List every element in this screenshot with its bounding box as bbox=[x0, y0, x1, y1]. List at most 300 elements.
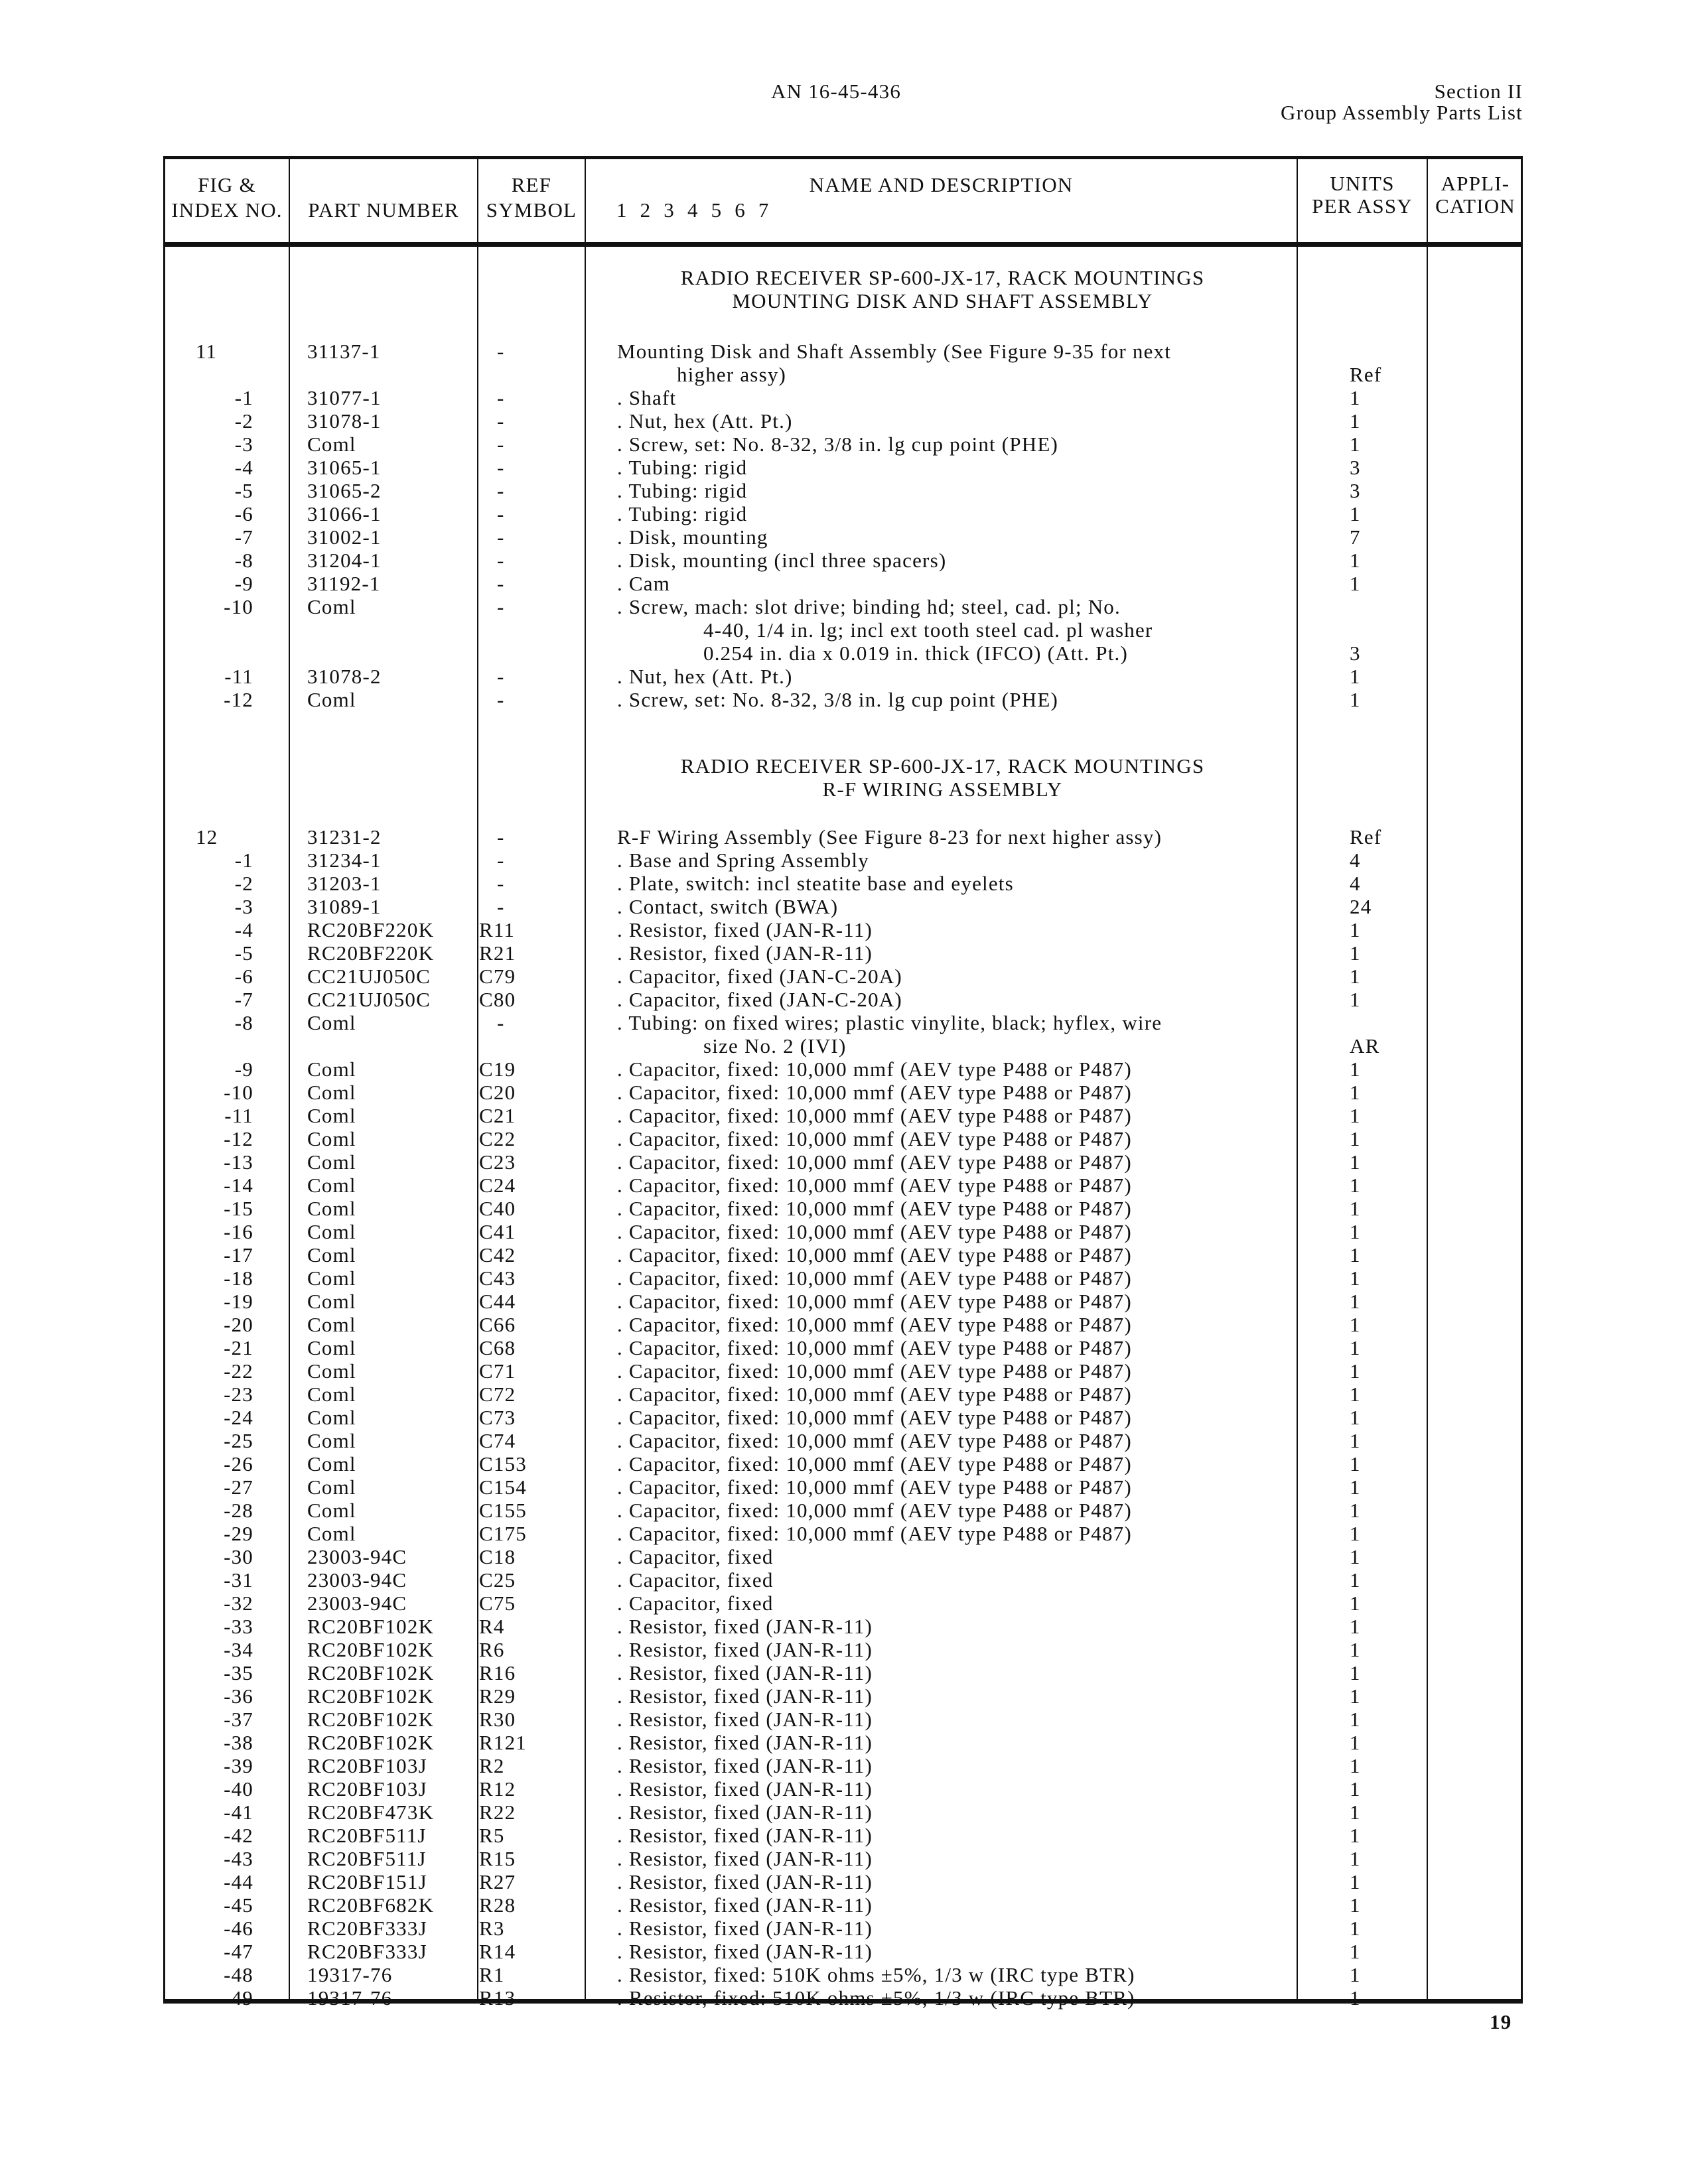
description bbox=[617, 1754, 1314, 1777]
description-line: . Capacitor, fixed: 10,000 mmf (AEV type P488 or P487) bbox=[617, 1313, 1132, 1336]
description-line: . Base and Spring Assembly bbox=[617, 849, 869, 872]
ref-symbol: - bbox=[497, 688, 505, 711]
description-line: R-F Wiring Assembly (See Figure 8-23 for next higher assy) bbox=[617, 825, 1163, 849]
description-line: . Capacitor, fixed (JAN-C-20A) bbox=[617, 965, 902, 988]
ref-symbol: C22 bbox=[479, 1127, 516, 1150]
fig-index: -1 bbox=[234, 849, 253, 872]
description-line: . Contact, switch (BWA) bbox=[617, 895, 839, 918]
description bbox=[617, 479, 1314, 502]
table-row bbox=[165, 386, 1521, 409]
table-row bbox=[165, 433, 1521, 456]
table-row bbox=[165, 1104, 1521, 1127]
description-line: . Capacitor, fixed: 10,000 mmf (AEV type P488 or P487) bbox=[617, 1290, 1132, 1313]
table-row bbox=[165, 1475, 1521, 1499]
part-number: RC20BF333J bbox=[307, 1940, 427, 1963]
part-number: Coml bbox=[307, 1081, 356, 1104]
ref-symbol: C71 bbox=[479, 1359, 516, 1383]
ref-symbol: R11 bbox=[479, 918, 516, 941]
part-number: RC20BF103J bbox=[307, 1754, 427, 1777]
fig-index: -18 bbox=[224, 1266, 253, 1290]
ref-symbol: R121 bbox=[479, 1731, 527, 1754]
table-header bbox=[165, 159, 1521, 247]
description-line: . Resistor, fixed (JAN-R-11) bbox=[617, 1661, 873, 1684]
part-number: 31065-2 bbox=[307, 479, 382, 502]
ref-symbol: - bbox=[497, 825, 505, 849]
description-line: . Screw, set: No. 8-32, 3/8 in. lg cup point (PHE) bbox=[617, 433, 1058, 456]
header-ref-line1: REF bbox=[511, 173, 552, 196]
fig-index: -38 bbox=[224, 1731, 253, 1754]
ref-symbol: - bbox=[497, 595, 505, 618]
table-row bbox=[165, 1499, 1521, 1522]
ref-symbol: R30 bbox=[479, 1708, 516, 1731]
parts-list-table bbox=[163, 156, 1523, 2010]
units-per-assy: 1 bbox=[1350, 1104, 1361, 1127]
units-per-assy: 3 bbox=[1350, 456, 1361, 479]
table-row bbox=[165, 1522, 1521, 1545]
section-title: Group Assembly Parts List bbox=[1281, 101, 1523, 124]
header-appli-line2: CATION bbox=[1435, 194, 1516, 218]
part-number: RC20BF103J bbox=[307, 1777, 427, 1801]
fig-index: -26 bbox=[224, 1452, 253, 1475]
description bbox=[617, 595, 1314, 665]
part-number: RC20BF102K bbox=[307, 1731, 435, 1754]
units-per-assy: 1 bbox=[1350, 1383, 1361, 1406]
description bbox=[617, 1684, 1314, 1708]
header-indent-levels: 1 2 3 4 5 6 7 bbox=[616, 198, 770, 222]
ref-symbol: C44 bbox=[479, 1290, 516, 1313]
description-line: . Capacitor, fixed (JAN-C-20A) bbox=[617, 988, 902, 1011]
part-number: RC20BF102K bbox=[307, 1661, 435, 1684]
table-row bbox=[165, 1452, 1521, 1475]
part-number: Coml bbox=[307, 433, 356, 456]
ref-symbol: R27 bbox=[479, 1870, 516, 1893]
description bbox=[617, 965, 1314, 988]
description bbox=[617, 1104, 1314, 1127]
table-row bbox=[165, 1406, 1521, 1429]
section-heading bbox=[587, 266, 1299, 312]
header-fig-line1: FIG & bbox=[198, 173, 256, 196]
description bbox=[617, 1963, 1314, 1986]
ref-symbol: R6 bbox=[479, 1638, 505, 1661]
table-row bbox=[165, 1011, 1521, 1058]
table-row bbox=[165, 1197, 1521, 1220]
units-per-assy: 1 bbox=[1350, 988, 1361, 1011]
ref-symbol: C40 bbox=[479, 1197, 516, 1220]
description bbox=[617, 502, 1314, 525]
ref-symbol: C175 bbox=[479, 1522, 527, 1545]
part-number: Coml bbox=[307, 1475, 356, 1499]
units-per-assy: 1 bbox=[1350, 1127, 1361, 1150]
description bbox=[617, 1220, 1314, 1243]
fig-index: -48 bbox=[224, 1963, 253, 1986]
part-number: Coml bbox=[307, 1220, 356, 1243]
table-row bbox=[165, 988, 1521, 1011]
description-line: . Capacitor, fixed bbox=[617, 1592, 774, 1615]
ref-symbol: C19 bbox=[479, 1058, 516, 1081]
table-row bbox=[165, 1847, 1521, 1870]
fig-index: -39 bbox=[224, 1754, 253, 1777]
ref-symbol: R21 bbox=[479, 941, 516, 965]
units-per-assy: 1 bbox=[1350, 941, 1361, 965]
units-per-assy: 1 bbox=[1350, 1986, 1361, 2010]
fig-index: -11 bbox=[224, 1104, 253, 1127]
ref-symbol: R12 bbox=[479, 1777, 516, 1801]
fig-index: -22 bbox=[224, 1359, 253, 1383]
table-row bbox=[165, 1266, 1521, 1290]
description bbox=[617, 849, 1314, 872]
table-row bbox=[165, 1081, 1521, 1104]
units-per-assy: 1 bbox=[1350, 1452, 1361, 1475]
description bbox=[617, 409, 1314, 433]
fig-index: -17 bbox=[224, 1243, 253, 1266]
table-row bbox=[165, 1243, 1521, 1266]
table-row bbox=[165, 1638, 1521, 1661]
description bbox=[617, 456, 1314, 479]
ref-symbol: C68 bbox=[479, 1336, 516, 1359]
part-number: Coml bbox=[307, 688, 356, 711]
description-line: . Nut, hex (Att. Pt.) bbox=[617, 665, 793, 688]
description-line: . Resistor, fixed (JAN-R-11) bbox=[617, 1638, 873, 1661]
table-row bbox=[165, 456, 1521, 479]
description bbox=[617, 665, 1314, 688]
description-line: . Resistor, fixed: 510K ohms ±5%, 1/3 w (IRC type BTR) bbox=[617, 1986, 1135, 2010]
ref-symbol: C18 bbox=[479, 1545, 516, 1568]
part-number: 31234-1 bbox=[307, 849, 382, 872]
fig-index: -5 bbox=[234, 479, 253, 502]
units-per-assy: Ref bbox=[1350, 825, 1382, 849]
fig-index: -3 bbox=[234, 895, 253, 918]
fig-index: -9 bbox=[234, 1058, 253, 1081]
units-per-assy: 1 bbox=[1350, 1336, 1361, 1359]
ref-symbol: C21 bbox=[479, 1104, 516, 1127]
description bbox=[617, 1986, 1314, 2010]
part-number: 19317-76 bbox=[307, 1986, 393, 2010]
part-number: 23003-94C bbox=[307, 1592, 407, 1615]
description-line: . Resistor, fixed: 510K ohms ±5%, 1/3 w (IRC type BTR) bbox=[617, 1963, 1135, 1986]
ref-symbol: C24 bbox=[479, 1174, 516, 1197]
ref-symbol: - bbox=[497, 433, 505, 456]
units-per-assy: 1 bbox=[1350, 502, 1361, 525]
description-line: . Capacitor, fixed: 10,000 mmf (AEV type P488 or P487) bbox=[617, 1475, 1132, 1499]
description-line: Mounting Disk and Shaft Assembly (See Figure 9-35 for next bbox=[617, 340, 1172, 363]
table-row bbox=[165, 1940, 1521, 1963]
table-row bbox=[165, 595, 1521, 665]
part-number: Coml bbox=[307, 1452, 356, 1475]
table-row bbox=[165, 1545, 1521, 1568]
header-units-per-assy bbox=[1298, 172, 1427, 218]
table-row bbox=[165, 1801, 1521, 1824]
description bbox=[617, 1801, 1314, 1824]
ref-symbol: C66 bbox=[479, 1313, 516, 1336]
fig-index: -12 bbox=[224, 1127, 253, 1150]
part-number: RC20BF473K bbox=[307, 1801, 435, 1824]
table-row bbox=[165, 1824, 1521, 1847]
description bbox=[617, 988, 1314, 1011]
fig-index: 12 bbox=[196, 825, 218, 849]
ref-symbol: - bbox=[497, 872, 505, 895]
units-per-assy: 1 bbox=[1350, 1963, 1361, 1986]
fig-index: -28 bbox=[224, 1499, 253, 1522]
table-row bbox=[165, 1661, 1521, 1684]
ref-symbol: C73 bbox=[479, 1406, 516, 1429]
table-row bbox=[165, 1754, 1521, 1777]
description bbox=[617, 549, 1314, 572]
part-number: Coml bbox=[307, 1174, 356, 1197]
units-per-assy: 3 bbox=[1350, 479, 1361, 502]
ref-symbol: C41 bbox=[479, 1220, 516, 1243]
units-per-assy: 1 bbox=[1350, 1638, 1361, 1661]
units-per-assy: 1 bbox=[1350, 1197, 1361, 1220]
part-number: Coml bbox=[307, 1290, 356, 1313]
part-number: Coml bbox=[307, 1359, 356, 1383]
description-line: . Capacitor, fixed: 10,000 mmf (AEV type P488 or P487) bbox=[617, 1127, 1132, 1150]
fig-index: -5 bbox=[234, 941, 253, 965]
units-per-assy: 1 bbox=[1350, 688, 1361, 711]
units-per-assy: 1 bbox=[1350, 1940, 1361, 1963]
part-number: 31002-1 bbox=[307, 525, 382, 549]
units-per-assy: 1 bbox=[1350, 1313, 1361, 1336]
description-line: . Resistor, fixed (JAN-R-11) bbox=[617, 1777, 873, 1801]
part-number: Coml bbox=[307, 1499, 356, 1522]
fig-index: -40 bbox=[224, 1777, 253, 1801]
ref-symbol: C23 bbox=[479, 1150, 516, 1174]
header-application bbox=[1428, 172, 1523, 218]
table-row bbox=[165, 1336, 1521, 1359]
description bbox=[617, 1290, 1314, 1313]
description bbox=[617, 1081, 1314, 1104]
units-per-assy: 24 bbox=[1350, 895, 1372, 918]
description-line: . Capacitor, fixed: 10,000 mmf (AEV type P488 or P487) bbox=[617, 1452, 1132, 1475]
units-per-assy: 1 bbox=[1350, 918, 1361, 941]
part-number: RC20BF102K bbox=[307, 1638, 435, 1661]
part-number: CC21UJ050C bbox=[307, 988, 431, 1011]
fig-index: -14 bbox=[224, 1174, 253, 1197]
fig-index: -7 bbox=[234, 525, 253, 549]
ref-symbol: R29 bbox=[479, 1684, 516, 1708]
description bbox=[617, 941, 1314, 965]
section-heading-line: RADIO RECEIVER SP-600-JX-17, RACK MOUNTINGS bbox=[680, 754, 1205, 778]
description bbox=[617, 1197, 1314, 1220]
part-number: Coml bbox=[307, 1011, 356, 1034]
fig-index: 11 bbox=[196, 340, 218, 363]
fig-index: -27 bbox=[224, 1475, 253, 1499]
description-line: . Capacitor, fixed: 10,000 mmf (AEV type P488 or P487) bbox=[617, 1081, 1132, 1104]
part-number: Coml bbox=[307, 1243, 356, 1266]
header-name-description: NAME AND DESCRIPTION bbox=[809, 173, 1074, 196]
fig-index: -4 bbox=[234, 456, 253, 479]
fig-index: -33 bbox=[224, 1615, 253, 1638]
table-row bbox=[165, 688, 1521, 711]
ref-symbol: C42 bbox=[479, 1243, 516, 1266]
description-line: . Capacitor, fixed: 10,000 mmf (AEV type P488 or P487) bbox=[617, 1104, 1132, 1127]
description-line: . Tubing: rigid bbox=[617, 502, 748, 525]
fig-index: -16 bbox=[224, 1220, 253, 1243]
header-part-number: PART NUMBER bbox=[308, 198, 459, 222]
ref-symbol: C80 bbox=[479, 988, 516, 1011]
description bbox=[617, 1917, 1314, 1940]
description-line: . Tubing: on fixed wires; plastic vinylite, black; hyflex, wire bbox=[617, 1011, 1163, 1034]
part-number: 31078-1 bbox=[307, 409, 382, 433]
ref-symbol: C25 bbox=[479, 1568, 516, 1592]
page-number: 19 bbox=[1490, 2010, 1512, 2033]
part-number: RC20BF333J bbox=[307, 1917, 427, 1940]
header-units-line2: PER ASSY bbox=[1312, 194, 1413, 218]
description-line: . Capacitor, fixed: 10,000 mmf (AEV type P488 or P487) bbox=[617, 1150, 1132, 1174]
fig-index: -8 bbox=[234, 1011, 253, 1034]
table-row bbox=[165, 1708, 1521, 1731]
table-row bbox=[165, 965, 1521, 988]
units-per-assy: 1 bbox=[1350, 1406, 1361, 1429]
description bbox=[617, 1661, 1314, 1684]
units-per-assy: 4 bbox=[1350, 872, 1361, 895]
description-line: . Capacitor, fixed: 10,000 mmf (AEV type P488 or P487) bbox=[617, 1243, 1132, 1266]
fig-index: -36 bbox=[224, 1684, 253, 1708]
fig-index: -8 bbox=[234, 549, 253, 572]
fig-index: -24 bbox=[224, 1406, 253, 1429]
part-number: 19317-76 bbox=[307, 1963, 393, 1986]
fig-index: -13 bbox=[224, 1150, 253, 1174]
ref-symbol: - bbox=[497, 549, 505, 572]
units-per-assy: 1 bbox=[1350, 665, 1361, 688]
fig-index: -25 bbox=[224, 1429, 253, 1452]
part-number: RC20BF511J bbox=[307, 1824, 427, 1847]
part-number: Coml bbox=[307, 595, 356, 618]
description bbox=[617, 1150, 1314, 1174]
table-row bbox=[165, 1127, 1521, 1150]
ref-symbol: R14 bbox=[479, 1940, 516, 1963]
table-row bbox=[165, 1893, 1521, 1917]
table-row bbox=[165, 1615, 1521, 1638]
description-line: . Capacitor, fixed: 10,000 mmf (AEV type P488 or P487) bbox=[617, 1197, 1132, 1220]
description bbox=[617, 1359, 1314, 1383]
description-line: . Capacitor, fixed bbox=[617, 1545, 774, 1568]
description-line: higher assy) bbox=[677, 363, 787, 386]
table-row bbox=[165, 1684, 1521, 1708]
fig-index: -15 bbox=[224, 1197, 253, 1220]
part-number: 31204-1 bbox=[307, 549, 382, 572]
description-line: . Tubing: rigid bbox=[617, 456, 748, 479]
header-ref-line2: SYMBOL bbox=[486, 198, 577, 222]
units-per-assy: 1 bbox=[1350, 1777, 1361, 1801]
part-number: Coml bbox=[307, 1522, 356, 1545]
units-per-assy: 1 bbox=[1350, 1893, 1361, 1917]
description bbox=[617, 340, 1314, 386]
ref-symbol: C72 bbox=[479, 1383, 516, 1406]
description bbox=[617, 1870, 1314, 1893]
part-number: Coml bbox=[307, 1429, 356, 1452]
description bbox=[617, 1243, 1314, 1266]
description bbox=[617, 1452, 1314, 1475]
description bbox=[617, 872, 1314, 895]
units-per-assy: 1 bbox=[1350, 1290, 1361, 1313]
description-line: . Capacitor, fixed: 10,000 mmf (AEV type P488 or P487) bbox=[617, 1336, 1132, 1359]
description bbox=[617, 386, 1314, 409]
description bbox=[617, 1174, 1314, 1197]
part-number: CC21UJ050C bbox=[307, 965, 431, 988]
document-number: AN 16-45-436 bbox=[770, 80, 902, 103]
units-per-assy: 1 bbox=[1350, 1499, 1361, 1522]
fig-index: -11 bbox=[224, 665, 253, 688]
fig-index: -2 bbox=[234, 409, 253, 433]
part-number: Coml bbox=[307, 1104, 356, 1127]
part-number: RC20BF682K bbox=[307, 1893, 435, 1917]
ref-symbol: - bbox=[497, 895, 505, 918]
units-per-assy: 1 bbox=[1350, 1475, 1361, 1499]
ref-symbol: R15 bbox=[479, 1847, 516, 1870]
fig-index: -49 bbox=[224, 1986, 253, 2010]
description bbox=[617, 1731, 1314, 1754]
table-row bbox=[165, 1731, 1521, 1754]
fig-index: -10 bbox=[224, 595, 253, 618]
description-line: 0.254 in. dia x 0.019 in. thick (IFCO) (Att. Pt.) bbox=[703, 642, 1129, 665]
ref-symbol: - bbox=[497, 456, 505, 479]
units-per-assy: 1 bbox=[1350, 1917, 1361, 1940]
part-number: Coml bbox=[307, 1197, 356, 1220]
fig-index: -21 bbox=[224, 1336, 253, 1359]
description bbox=[617, 895, 1314, 918]
table-row bbox=[165, 825, 1521, 849]
description-line: . Resistor, fixed (JAN-R-11) bbox=[617, 1801, 873, 1824]
fig-index: -9 bbox=[234, 572, 253, 595]
description bbox=[617, 918, 1314, 941]
ref-symbol: C75 bbox=[479, 1592, 516, 1615]
ref-symbol: C155 bbox=[479, 1499, 527, 1522]
description bbox=[617, 1615, 1314, 1638]
table-row bbox=[165, 1174, 1521, 1197]
units-per-assy: 3 bbox=[1350, 642, 1361, 665]
fig-index: -37 bbox=[224, 1708, 253, 1731]
units-per-assy: 1 bbox=[1350, 1522, 1361, 1545]
table-body bbox=[165, 247, 1521, 2010]
fig-index: -43 bbox=[224, 1847, 253, 1870]
description bbox=[617, 1847, 1314, 1870]
units-per-assy: 1 bbox=[1350, 1801, 1361, 1824]
description-line: . Resistor, fixed (JAN-R-11) bbox=[617, 1870, 873, 1893]
fig-index: -20 bbox=[224, 1313, 253, 1336]
description bbox=[617, 1127, 1314, 1150]
ref-symbol: C153 bbox=[479, 1452, 527, 1475]
units-per-assy: 1 bbox=[1350, 1150, 1361, 1174]
ref-symbol: C154 bbox=[479, 1475, 527, 1499]
part-number: RC20BF102K bbox=[307, 1615, 435, 1638]
description-line: . Nut, hex (Att. Pt.) bbox=[617, 409, 793, 433]
ref-symbol: - bbox=[497, 849, 505, 872]
units-per-assy: 1 bbox=[1350, 1220, 1361, 1243]
ref-symbol: - bbox=[497, 665, 505, 688]
description-line: . Resistor, fixed (JAN-R-11) bbox=[617, 1824, 873, 1847]
description-line: . Tubing: rigid bbox=[617, 479, 748, 502]
units-per-assy: 1 bbox=[1350, 1754, 1361, 1777]
units-per-assy: 1 bbox=[1350, 409, 1361, 433]
ref-symbol: - bbox=[497, 386, 505, 409]
description-line: . Resistor, fixed (JAN-R-11) bbox=[617, 1940, 873, 1963]
fig-index: -32 bbox=[224, 1592, 253, 1615]
header-appli-line1: APPLI- bbox=[1441, 172, 1510, 195]
section-label: Section II bbox=[1434, 80, 1523, 103]
fig-index: -6 bbox=[234, 502, 253, 525]
units-per-assy: 1 bbox=[1350, 1359, 1361, 1383]
units-per-assy: 4 bbox=[1350, 849, 1361, 872]
description-line: . Capacitor, fixed: 10,000 mmf (AEV type P488 or P487) bbox=[617, 1174, 1132, 1197]
description bbox=[617, 1313, 1314, 1336]
units-per-assy: 1 bbox=[1350, 1568, 1361, 1592]
description bbox=[617, 1638, 1314, 1661]
fig-index: -1 bbox=[234, 386, 253, 409]
part-number: RC20BF102K bbox=[307, 1684, 435, 1708]
table-row bbox=[165, 340, 1521, 386]
units-per-assy: 1 bbox=[1350, 549, 1361, 572]
description-line: . Resistor, fixed (JAN-R-11) bbox=[617, 1847, 873, 1870]
